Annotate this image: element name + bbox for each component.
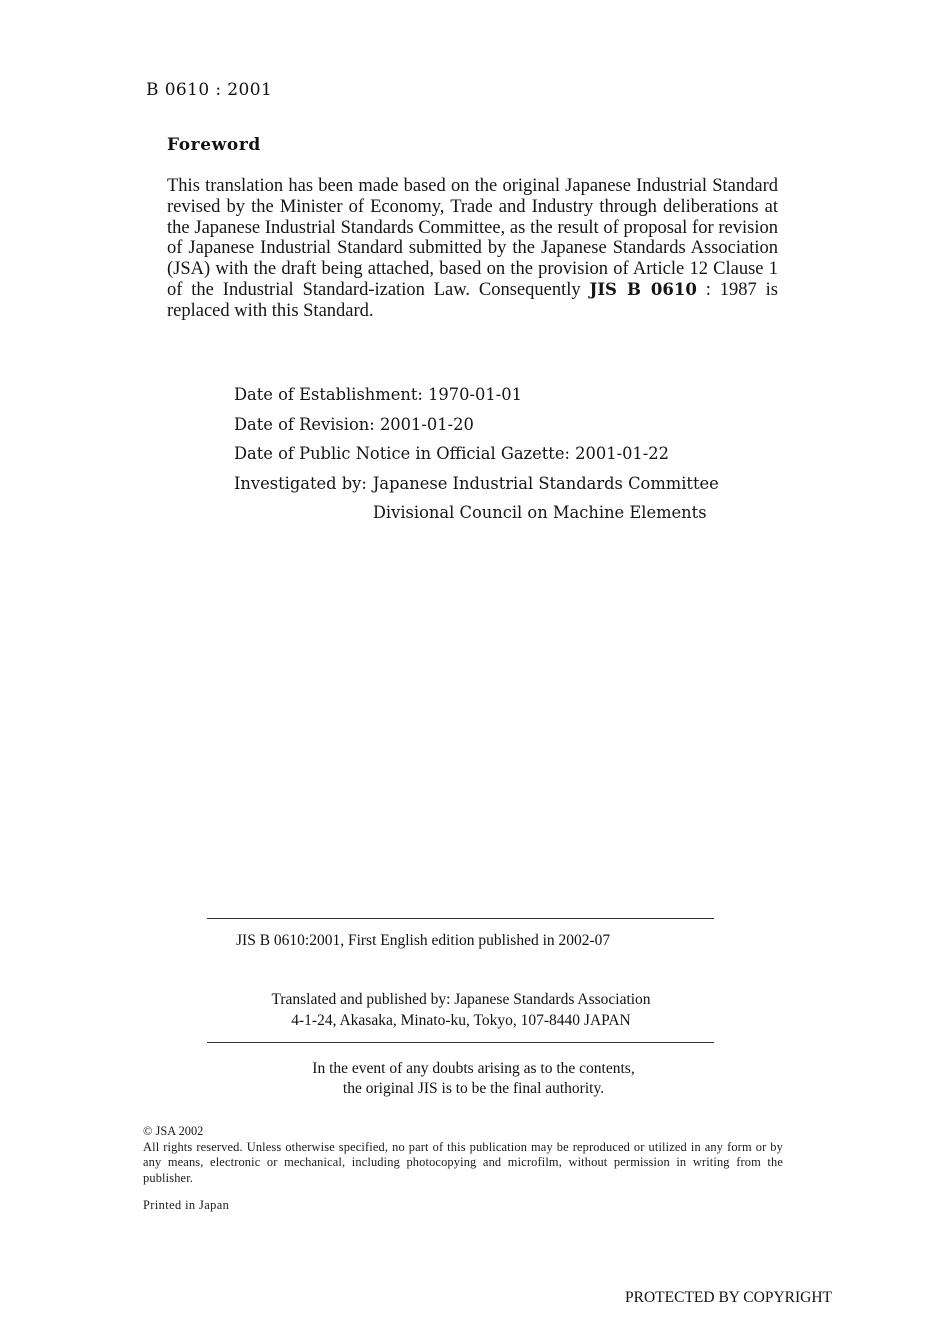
rights-statement: All rights reserved. Unless otherwise specified, no part of this publication may be reproduced or utilized in any form or by any means, electronic or mechanical, including photocopying and microfilm, without permission in writing from the publisher.: [143, 1139, 783, 1185]
establishment-label: Date of Establishment:: [234, 385, 423, 404]
protected-by-copyright: PROTECTED BY COPYRIGHT: [625, 1289, 832, 1306]
authority-line-1: In the event of any doubts arising as to the contents,: [312, 1060, 635, 1077]
establishment-date-row: [234, 380, 719, 410]
publisher-line-1: Translated and published by: Japanese Standards Association: [271, 991, 651, 1008]
foreword-text-part2: : 1987 is replaced with this Standard.: [167, 279, 778, 321]
public-notice-value: 2001-01-22: [575, 444, 670, 463]
printed-in: Printed in Japan: [143, 1198, 230, 1212]
revision-date-row: [234, 410, 719, 440]
foreword-standard-ref: JIS B 0610: [589, 279, 697, 299]
investigated-line-1: Japanese Industrial Standards Committee: [372, 473, 719, 493]
establishment-value: 1970-01-01: [428, 385, 522, 404]
investigated-line-2: Divisional Council on Machine Elements: [372, 503, 707, 522]
investigated-label: Investigated by:: [234, 473, 367, 493]
revision-label: Date of Revision:: [234, 414, 375, 434]
investigated-value: [373, 469, 719, 528]
edition-statement: JIS B 0610:2001, First English edition published in 2002-07: [236, 932, 611, 949]
publisher-line-2: 4-1-24, Akasaka, Minato-ku, Tokyo, 107-8440 JAPAN: [291, 1011, 631, 1029]
divider-bottom: [207, 1042, 714, 1043]
divider-top: [207, 918, 714, 919]
foreword-paragraph: [167, 176, 778, 322]
copyright-block: [143, 1124, 783, 1186]
investigated-by-row: [234, 469, 719, 528]
authority-note: [205, 1059, 742, 1099]
public-notice-label: Date of Public Notice in Official Gazette:: [234, 444, 570, 463]
authority-line-2: the original JIS is to be the final authority.: [342, 1080, 605, 1097]
standard-dates: [234, 380, 719, 528]
foreword-text-part1: This translation has been made based on the original Japanese Industrial Standard revised by the Minister of Economy, Trade and Industry through deliberations at the Japanese Industrial Standards Committee, as the result of proposal for revision of Japanese Industrial Standard submitted by the Japanese Standards Association (JSA) with the draft being attached, based on the provision of Article 12 Clause 1 of the Industrial Standard-ization Law. Consequently: [167, 176, 778, 300]
publisher-block: [205, 990, 717, 1031]
foreword-heading: Foreword: [167, 135, 261, 155]
revision-value: 2001-01-20: [379, 414, 474, 434]
copyright-notice: © JSA 2002: [143, 1124, 204, 1138]
public-notice-date-row: [234, 439, 719, 469]
document-number: B 0610 : 2001: [146, 80, 273, 100]
